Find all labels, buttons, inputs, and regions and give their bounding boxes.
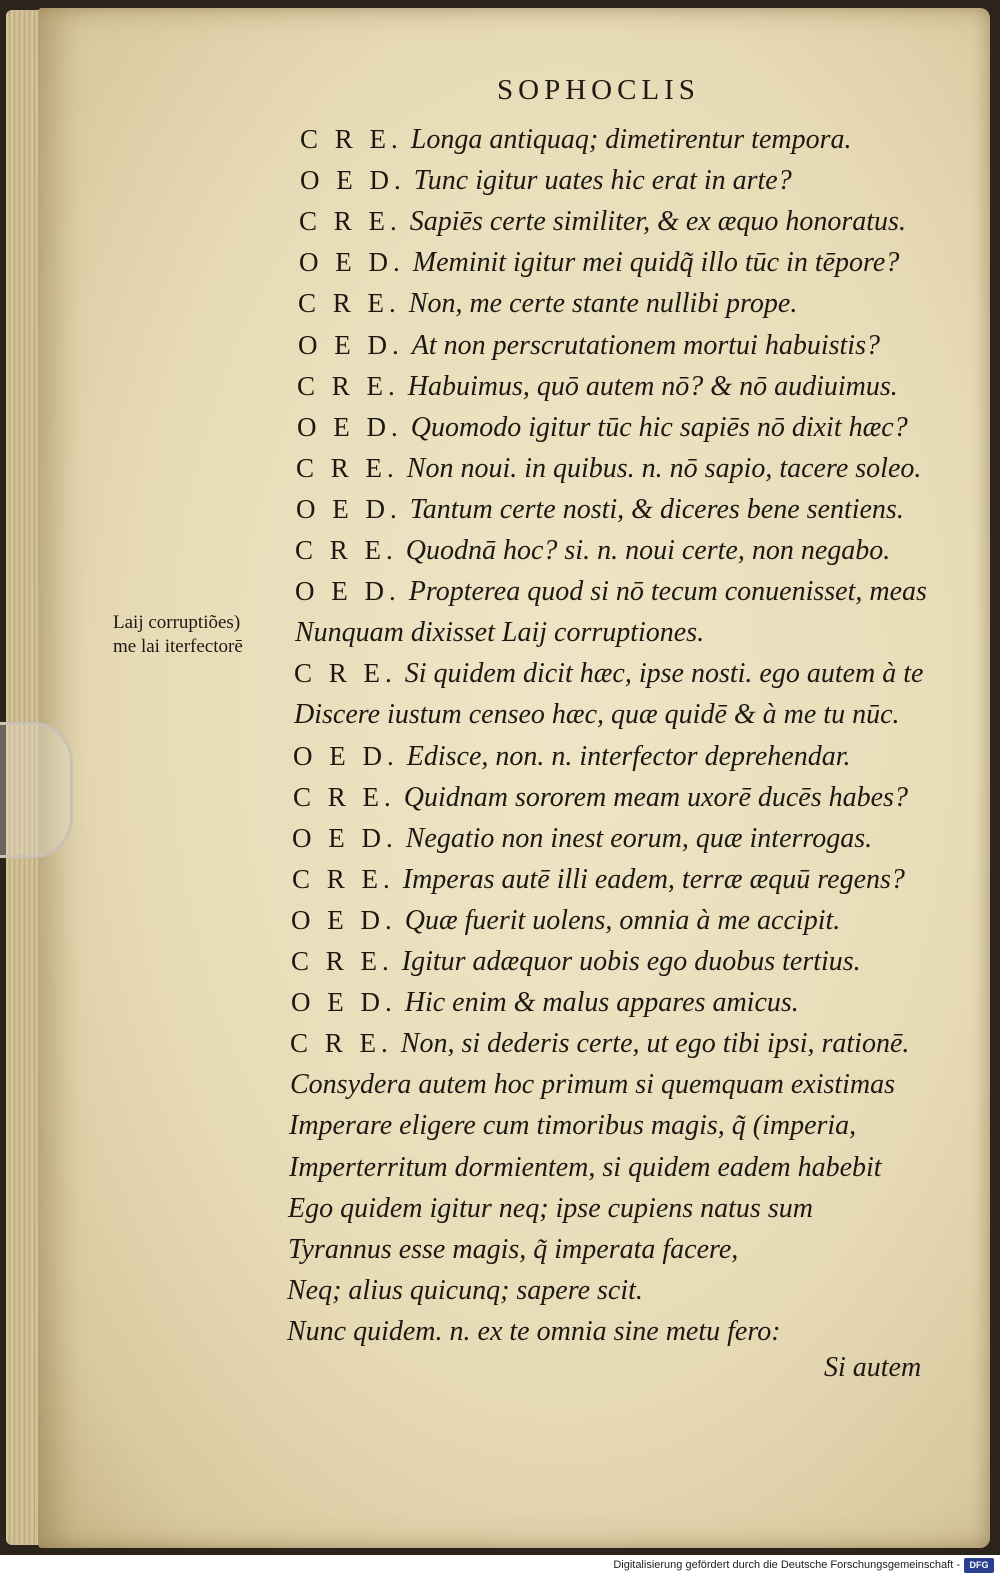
speaker-label: C R E. [295, 535, 398, 565]
verse-text: Negatio non inest eorum, quæ interrogas. [405, 823, 873, 854]
verse-text: Si quidem dicit hæc, ipse nosti. ego autem à te [404, 658, 924, 689]
text-line [290, 1069, 895, 1101]
speaker-label: O E D. [300, 165, 406, 195]
verse-text: Non, si dederis certe, ut ego tibi ipsi, rationē. [400, 1028, 910, 1059]
text-line [297, 412, 908, 444]
verse-text: Ego quidem igitur neq; ipse cupiens natus sum [288, 1193, 813, 1224]
speaker-label: O E D. [293, 741, 399, 771]
footer-bar [0, 1555, 1000, 1577]
speaker-label: O E D. [291, 987, 397, 1017]
text-line [297, 371, 898, 403]
speaker-label: C R E. [294, 658, 397, 688]
text-line [299, 247, 899, 279]
text-line [289, 1110, 856, 1142]
text-line [293, 741, 851, 773]
text-line [296, 453, 921, 485]
text-line [299, 206, 906, 238]
verse-text: Discere iustum censeo hæc, quæ quidē & à me tu nūc. [294, 699, 900, 730]
verse-text: Longa antiquaq; dimetirentur tempora. [410, 124, 852, 155]
speaker-label: O E D. [299, 247, 405, 277]
text-line [293, 782, 908, 814]
verse-text: Tyrannus esse magis, q̃ imperata facere, [288, 1234, 739, 1265]
text-line [294, 658, 923, 690]
verse-text: Imperare eligere cum timoribus magis, q̃ (imperia, [289, 1110, 857, 1141]
speaker-label: C R E. [291, 946, 394, 976]
speaker-label: O E D. [297, 412, 403, 442]
text-line [287, 1316, 781, 1348]
speaker-label: C R E. [299, 206, 402, 236]
verse-text: Hic enim & malus appares amicus. [404, 987, 799, 1018]
speaker-label: C R E. [296, 453, 399, 483]
margin-note: me lai iterfectorē [113, 636, 243, 657]
text-line [291, 905, 840, 937]
text-line [289, 1152, 882, 1184]
verse-text: Quæ fuerit uolens, omnia à me accipit. [404, 905, 841, 936]
margin-note: Laij corruptiões) [113, 612, 241, 633]
verse-text: Sapiēs certe similiter, & ex æquo honoratus. [409, 206, 906, 237]
speaker-label: O E D. [292, 823, 398, 853]
text-line [288, 1234, 738, 1266]
text-line [294, 699, 900, 731]
text-line [300, 165, 792, 197]
speaker-label: C R E. [300, 124, 403, 154]
verse-text: Nunc quidem. n. ex te omnia sine metu fero: [287, 1316, 781, 1347]
speaker-label: O E D. [295, 576, 401, 606]
verse-text: Propterea quod si nō tecum conuenisset, meas [408, 576, 927, 607]
speaker-label: C R E. [297, 371, 400, 401]
text-line [295, 535, 890, 567]
text-line [295, 576, 927, 608]
page-clip [0, 722, 73, 858]
text-line [298, 330, 880, 362]
speaker-label: C R E. [293, 782, 396, 812]
text-line [295, 617, 704, 649]
text-line [298, 288, 797, 320]
dfg-logo: DFG [964, 1558, 994, 1573]
verse-text: Tunc igitur uates hic erat in arte? [413, 165, 792, 196]
catchword: Si autem [824, 1352, 922, 1383]
verse-text: Nunquam dixisset Laij corruptiones. [295, 617, 705, 648]
verse-text: At non perscrutationem mortui habuistis? [411, 330, 880, 361]
text-line [296, 494, 904, 526]
verse-text: Neq; alius quicunq; sapere scit. [287, 1275, 643, 1306]
verse-text: Non, me certe stante nullibi prope. [408, 288, 798, 319]
text-line [288, 1193, 813, 1225]
verse-text: Quodnā hoc? si. n. noui certe, non negabo. [405, 535, 891, 566]
text-line [292, 864, 905, 896]
verse-text: Quomodo igitur tūc hic sapiēs nō dixit hæc? [410, 412, 908, 443]
text-line [290, 1028, 909, 1060]
speaker-label: C R E. [298, 288, 401, 318]
verse-text: Habuimus, quō autem nō? & nō audiuimus. [407, 371, 898, 402]
text-line [287, 1275, 643, 1307]
speaker-label: O E D. [298, 330, 404, 360]
text-line [291, 987, 799, 1019]
verse-text: Non noui. in quibus. n. nō sapio, tacere soleo. [406, 453, 922, 484]
verse-text: Edisce, non. n. interfector deprehendar. [406, 741, 851, 772]
verse-text: Meminit igitur mei quidq̃ illo tūc in tēpore? [412, 247, 900, 278]
verse-text: Consydera autem hoc primum si quemquam existimas [290, 1069, 896, 1100]
verse-text: Igitur adæquor uobis ego duobus tertius. [401, 946, 861, 977]
speaker-label: O E D. [291, 905, 397, 935]
speaker-label: C R E. [290, 1028, 393, 1058]
text-line [300, 124, 852, 156]
verse-text: Imperas autē illi eadem, terræ æquū regens? [402, 864, 905, 895]
verse-text: Tantum certe nosti, & diceres bene sentiens. [409, 494, 904, 525]
text-line [291, 946, 861, 978]
verse-text: Quidnam sororem meam uxorē ducēs habes? [403, 782, 908, 813]
footer-text: Digitalisierung gefördert durch die Deutsche Forschungsgemeinschaft - [613, 1559, 960, 1571]
running-head: SOPHOCLIS [497, 74, 700, 106]
verse-text: Imperterritum dormientem, si quidem eadem habebit [289, 1152, 882, 1183]
speaker-label: O E D. [296, 494, 402, 524]
speaker-label: C R E. [292, 864, 395, 894]
text-line [292, 823, 872, 855]
